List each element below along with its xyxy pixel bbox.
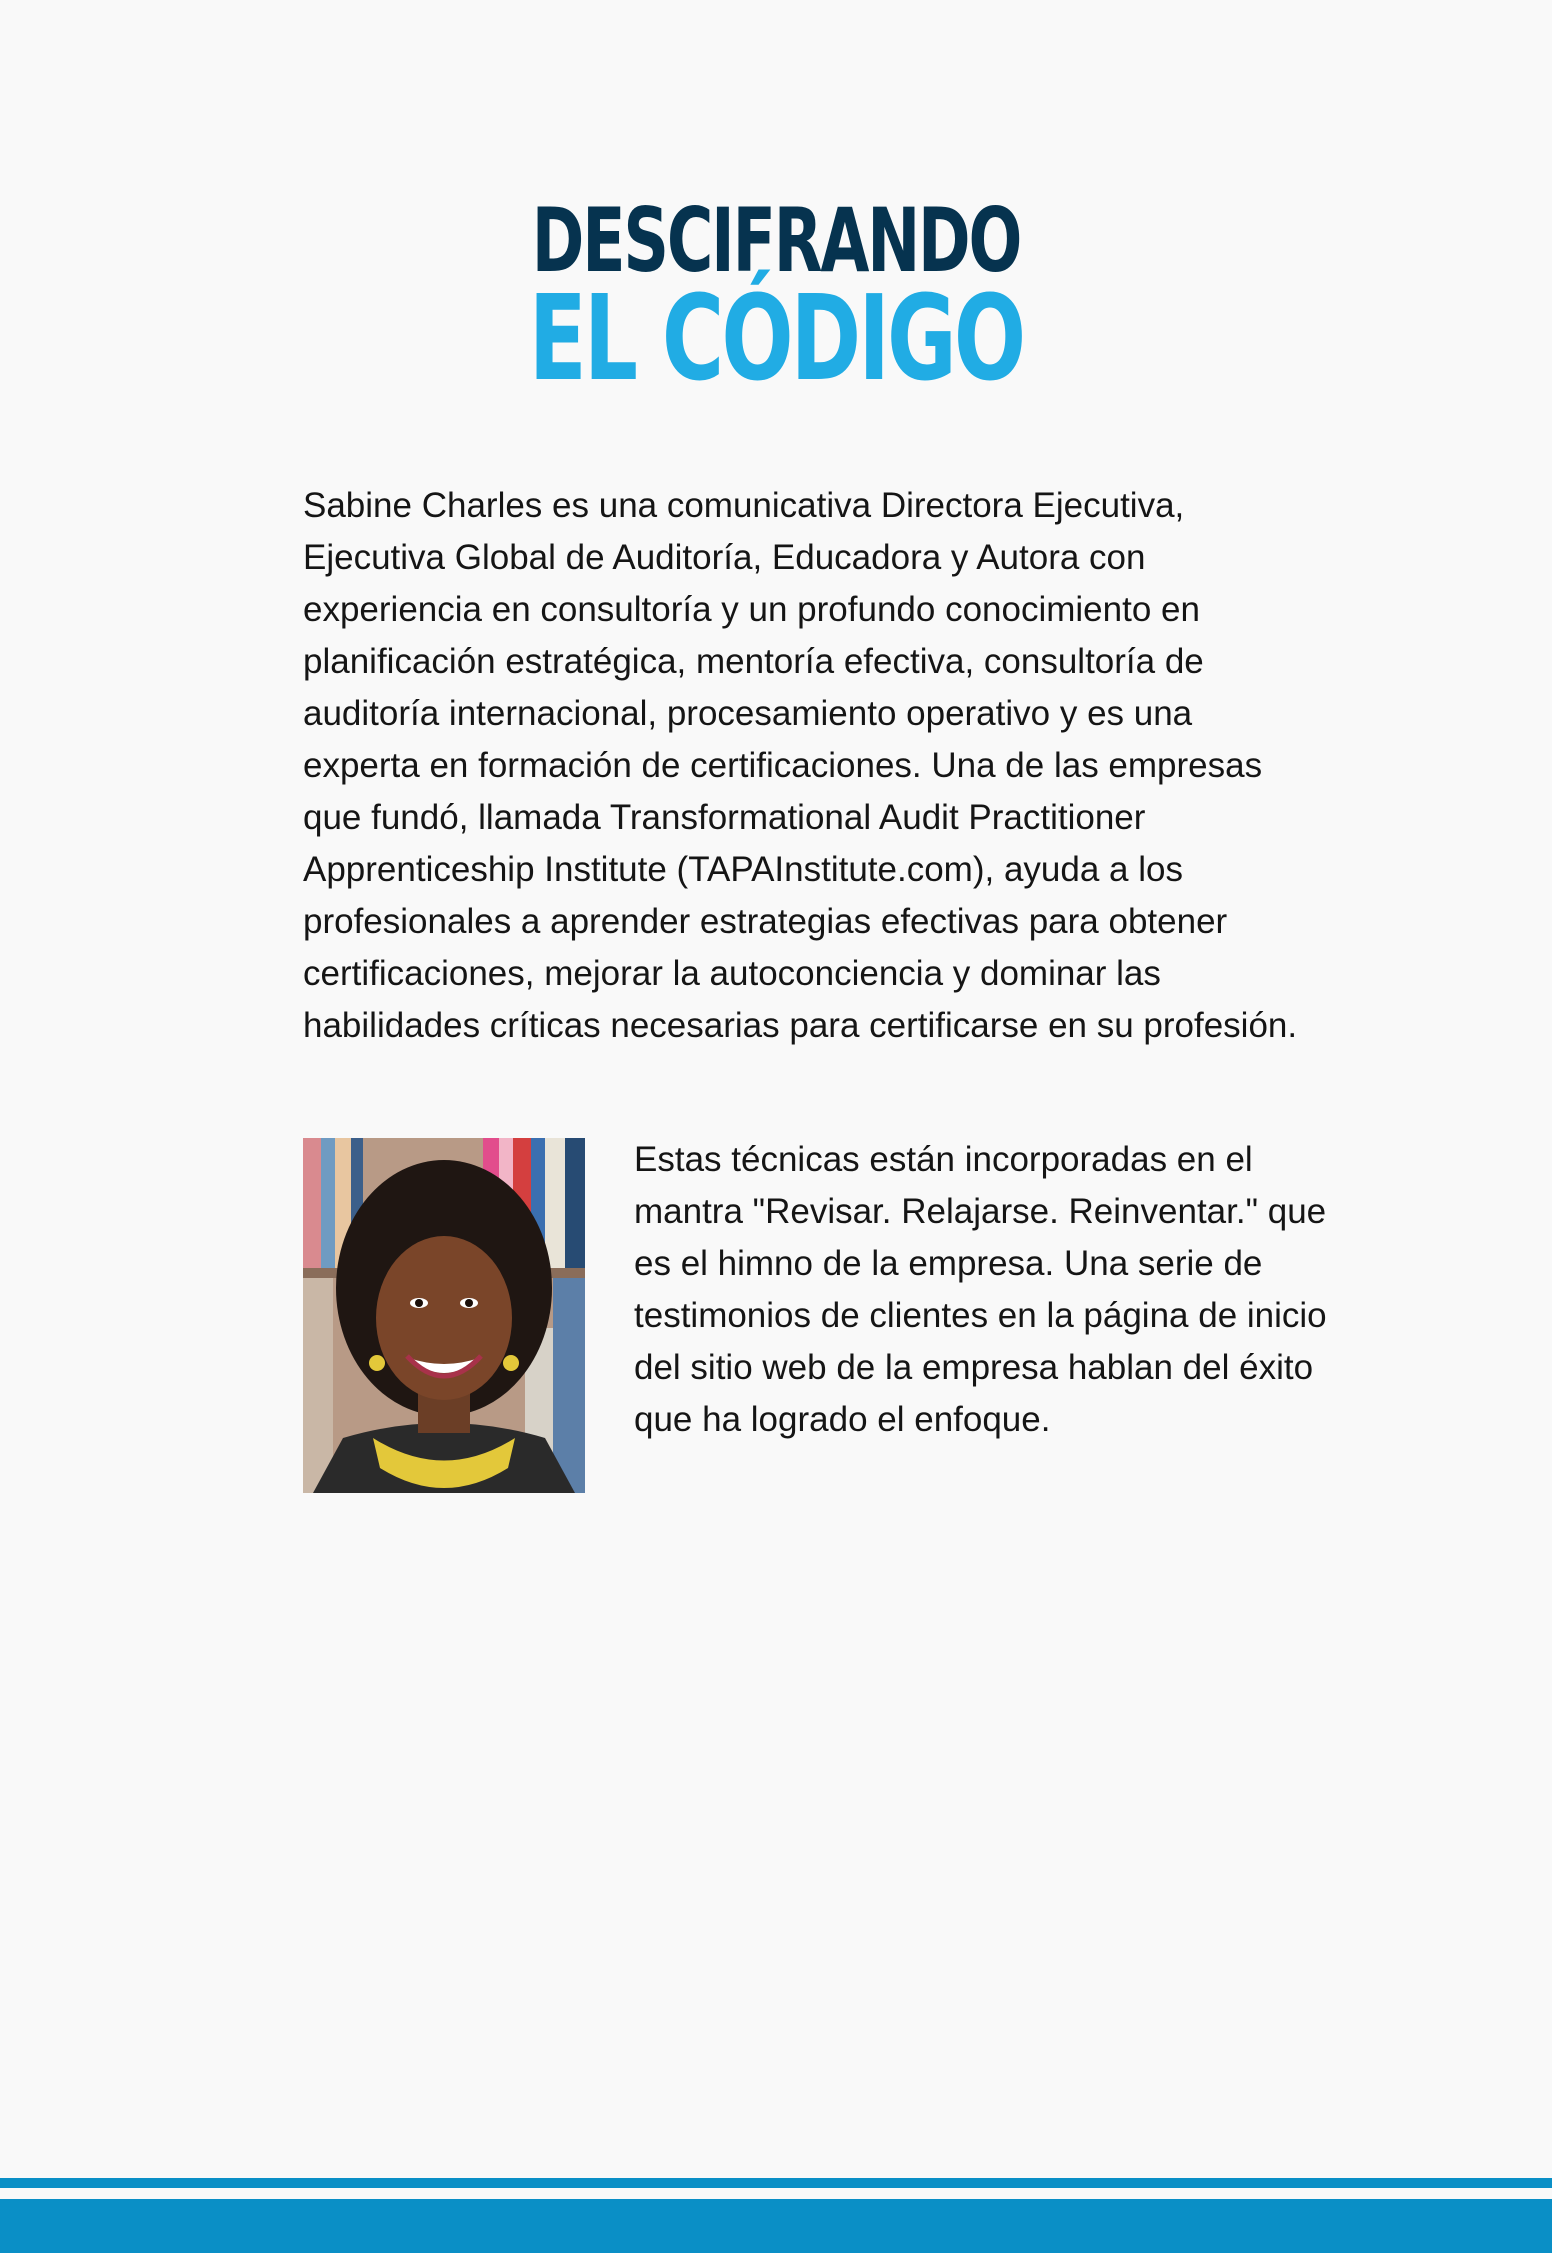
title-line-1: DESCIFRANDO: [531, 189, 1021, 292]
footer-stripe-thin: [0, 2178, 1552, 2188]
author-photo: [303, 1138, 585, 1493]
title-line-2: EL CÓDIGO: [528, 269, 1024, 407]
author-bio-paragraph: Sabine Charles es una comunicativa Directora Ejecutiva, Ejecutiva Global de Auditoría, Educadora y Autora con experiencia en consultoría y un profundo conocimiento en planificación estratégica, mentoría efectiva, consultoría de auditoría internacional, procesamiento operativo y es una experta en formación de certificaciones. Una de las empresas que fundó, llamada Transformational Audit Practitioner Apprenticeship Institute (TAPAInstitute.com), ayuda a los profesionales a aprender estrategias efectivas para obtener certificaciones, mejorar la autoconciencia y dominar las habilidades críticas necesarias para certificarse en su profesión.: [303, 486, 1298, 1045]
footer-stripe-thick: [0, 2199, 1552, 2253]
book-title: [0, 189, 1552, 407]
company-mantra-paragraph: Estas técnicas están incorporadas en el mantra "Revisar. Relajarse. Reinventar." que es el himno de la empresa. Una serie de testimonios de clientes en la página de inicio del sitio web de la empresa hablan del éxito que ha logrado el enfoque.: [634, 1140, 1327, 1439]
